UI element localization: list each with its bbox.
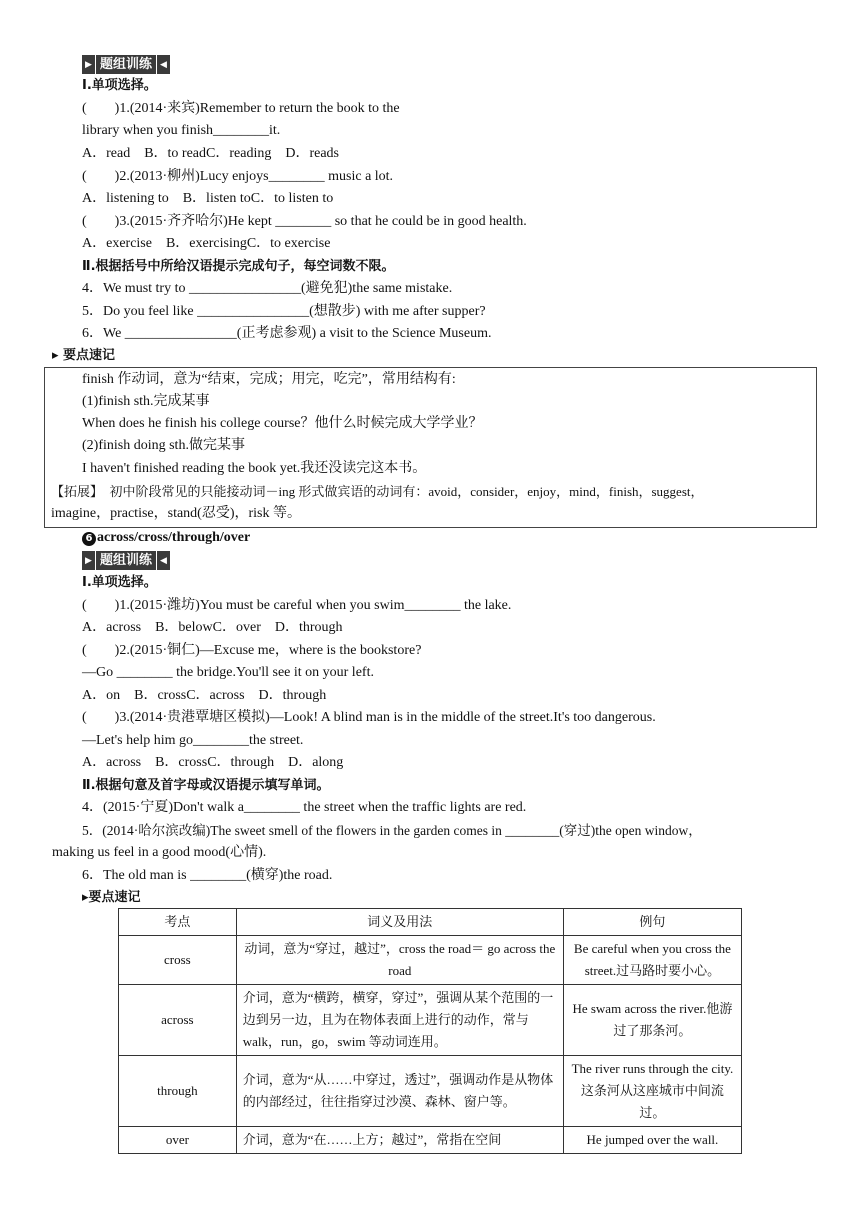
table-header-row — [119, 909, 742, 936]
table-cell: 动词，意为“穿过，越过”，cross the road＝ go across the road — [236, 936, 563, 985]
table-cell: 介词，意为“横跨，横穿，穿过”，强调从某个范围的一边到另一边，且为在物体表面上进行的动作，常与 walk，run，go，swim 等动词连用。 — [236, 985, 563, 1056]
table-cell: Be careful when you cross the street.过马路时要小心。 — [563, 936, 741, 985]
question-2-options: A．on B．crossC．across D．through — [82, 688, 327, 703]
table-cell: He swam across the river.他游过了那条河。 — [563, 985, 741, 1056]
table-header: 词义及用法 — [236, 909, 563, 936]
table-row — [119, 936, 742, 985]
usage-table — [118, 908, 742, 1154]
section-number: 6 — [82, 532, 96, 546]
question-1-options: A．across B．belowC．over D．through — [82, 620, 343, 635]
question-1: ( )1.(2015·潍坊)You must be careful when you swim________ the lake. — [82, 598, 512, 613]
table-cell: across — [119, 985, 237, 1056]
note-line: (1)finish sth.完成某事 — [82, 394, 210, 409]
question-5: 5．Do you feel like ________________(想散步) with me after supper? — [82, 304, 486, 319]
part2-title: Ⅱ.根据句意及首字母或汉语提示填写单词。 — [82, 778, 330, 793]
part1-title: Ⅰ.单项选择。 — [82, 575, 157, 590]
table-cell: The river runs through the city.这条河从这座城市中间流过。 — [563, 1056, 741, 1127]
drill-header — [82, 551, 170, 570]
question-2-cont: —Go ________ the bridge.You'll see it on your left. — [82, 665, 374, 680]
question-1: ( )1.(2014·来宾)Remember to return the book to the — [82, 101, 400, 116]
table-row — [119, 1056, 742, 1127]
question-3: ( )3.(2015·齐齐哈尔)He kept ________ so that he could be in good health. — [82, 214, 527, 229]
question-5-cont: making us feel in a good mood(心情). — [52, 845, 267, 860]
section-title — [82, 528, 250, 548]
table-row — [119, 1127, 742, 1154]
question-5: 5．(2014·哈尔滨改编)The sweet smell of the flowers in the garden comes in ________(穿过)the open window， — [82, 823, 702, 838]
question-4: 4．We must try to ________________(避免犯)the same mistake. — [82, 281, 453, 296]
table-header: 例句 — [563, 909, 741, 936]
question-1-cont: library when you finish________it. — [82, 123, 281, 138]
table-cell: cross — [119, 936, 237, 985]
question-2-options: A．listening to B．listen toC．to listen to — [82, 191, 334, 206]
question-2: ( )2.(2013·柳州)Lucy enjoys________ music a lot. — [82, 169, 394, 184]
notes-box — [44, 367, 817, 528]
table-cell: over — [119, 1127, 237, 1154]
drill-header-title: 题组训练 — [96, 551, 156, 570]
question-2: ( )2.(2015·铜仁)—Excuse me，where is the bookstore? — [82, 643, 422, 658]
table-row — [119, 985, 742, 1056]
part2-title: Ⅱ.根据括号中所给汉语提示完成句子，每空词数不限。 — [82, 259, 395, 274]
question-4: 4．(2015·宁夏)Don't walk a________ the street when the traffic lights are red. — [82, 800, 527, 815]
notes-label: ▸ 要点速记 — [52, 348, 116, 363]
table-cell: 介词，意为“在……上方；越过”，常指在空间 — [236, 1127, 563, 1154]
table-header: 考点 — [119, 909, 237, 936]
play-left-icon: ◀ — [157, 551, 170, 570]
note-line: When does he finish his college course？他什么时候完成大学学业？ — [82, 416, 483, 431]
table-cell: He jumped over the wall. — [563, 1127, 741, 1154]
notes-label: ▸要点速记 — [82, 890, 141, 905]
question-3-options: A．across B．crossC．through D．along — [82, 755, 344, 770]
play-icon: ▶ — [82, 55, 95, 74]
note-line: (2)finish doing sth.做完某事 — [82, 438, 245, 453]
play-icon: ▶ — [82, 551, 95, 570]
question-6: 6．The old man is ________(横穿)the road. — [82, 868, 333, 883]
note-line: I haven't finished reading the book yet.我还没读完这本书。 — [82, 461, 427, 476]
drill-header — [82, 55, 170, 74]
part1-title: Ⅰ.单项选择。 — [82, 78, 157, 93]
question-3-options: A．exercise B．exercisingC．to exercise — [82, 236, 331, 251]
question-3-cont: —Let's help him go________the street. — [82, 733, 304, 748]
section-title-text: across/cross/through/over — [97, 530, 251, 545]
question-3: ( )3.(2014·贵港覃塘区模拟)—Look! A blind man is in the middle of the street.It's too dangerous. — [82, 710, 656, 725]
table-cell: through — [119, 1056, 237, 1127]
question-1-options: A．read B．to readC．reading D．reads — [82, 146, 339, 161]
note-line: finish 作动词，意为“结束，完成；用完，吃完”，常用结构有: — [82, 372, 456, 387]
play-left-icon: ◀ — [157, 55, 170, 74]
question-6: 6．We ________________(正考虑参观) a visit to the Science Museum. — [82, 326, 492, 341]
drill-header-title: 题组训练 — [96, 55, 156, 74]
expand-note: 【拓展】 初中阶段常见的只能接动词－ing 形式做宾语的动词有：avoid，consider，enjoy，mind，finish，suggest， — [51, 484, 704, 499]
expand-note-cont: imagine，practise，stand(忍受)，risk 等。 — [51, 506, 302, 521]
table-cell: 介词，意为“从……中穿过，透过”，强调动作是从物体的内部经过，往往指穿过沙漠、森林、窗户等。 — [236, 1056, 563, 1127]
